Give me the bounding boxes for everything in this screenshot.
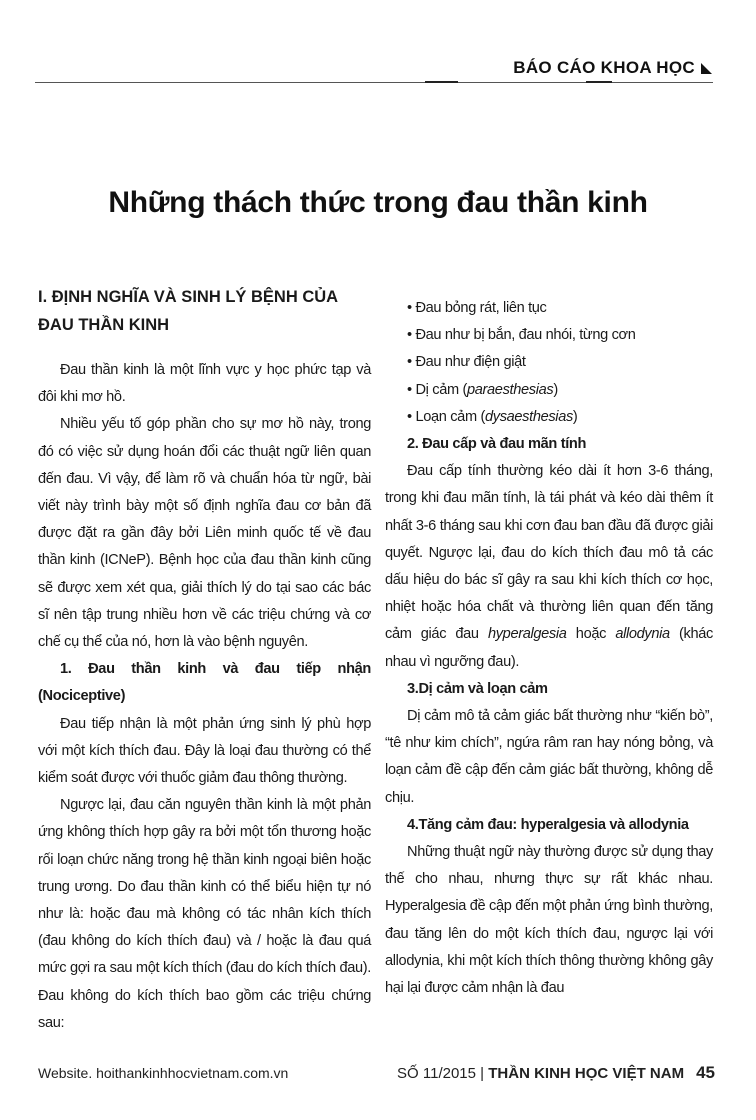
subheading: 3.Dị cảm và loạn cảm [407,680,548,697]
subheading: 4.Tăng cảm đau: hyperalgesia và allodynia [407,816,689,833]
header-rule-mark [586,81,612,83]
subheading: 2. Đau cấp và đau mãn tính [407,436,587,453]
footer-website: Website. hoithankinhhocvietnam.com.vn [38,1065,289,1081]
list-item-text: Loạn cảm ( [415,408,485,425]
subheading: 1. Đau thần kinh và đau tiếp nhận (Nociceptive) [38,661,371,705]
paragraph-text: hoặc [575,626,607,643]
list-item-text: ) [572,408,578,425]
list-item: • Đau như bị bắn, đau nhói, từng cơn [385,322,713,349]
separator: | [480,1065,489,1082]
section-heading: I. ĐỊNH NGHĨA VÀ SINH LÝ BỆNH CỦA ĐAU THẦN KINH [38,288,338,334]
section-label [513,58,712,78]
list-item-text: Dị cảm ( [415,381,467,398]
header-rule-mark [425,81,458,83]
section-label-text: BÁO CÁO KHOA HỌC [513,58,695,77]
paragraph: Ngược lại, đau căn nguyên thần kinh là một phản ứng không thích hợp gây ra bởi một tổn thương hoặc rối loạn chức năng trong hệ thần kinh ngoại biên hoặc trung ương. Do đau thần kinh có thể biểu hiện tự nó như là: hoặc đau mà không có tác nhân kích thích (đau không do kích thích đau) và / hoặc là đau quá mức gợi ra sau một kích thích (đau do kích thích đau). Đau không do kích thích bao gồm các triệu chứng sau: [38,797,371,1031]
term: hyperalgesia [487,626,567,643]
paragraph: Những thuật ngữ này thường được sử dụng thay thế cho nhau, nhưng thực sự rất khác nhau. Hyperalgesia đề cập đến một phản ứng bình thường, đau tăng lên do một kích thích đau, ngược lại với allodynia, khi một kích thích thông thường không gây hại lại được cảm nhận là đau [385,844,713,997]
triangle-icon [701,63,712,74]
list-item: • Đau bỏng rát, liên tục [385,295,713,322]
article-title: Những thách thức trong đau thần kinh [108,186,648,219]
paragraph [385,458,713,676]
paragraph-text: (khác nhau vì ngưỡng đau). [385,626,713,670]
term: allodynia [615,626,670,643]
list-item [385,377,713,404]
left-column [38,283,371,1037]
columns [38,283,713,1037]
paragraph: Đau thần kinh là một lĩnh vực y học phức tạp và đôi khi mơ hồ. [38,362,371,406]
footer [38,1045,713,1083]
paragraph: Nhiều yếu tố góp phần cho sự mơ hồ này, trong đó có việc sử dụng hoán đổi các thuật ngữ liên quan đến đau. Vì vậy, để làm rõ và chuẩn hóa từ ngữ, bài viết này trình bày một số định nghĩa đau cơ bản đã được đặt ra gần đây bởi Liên minh quốc tế về đau thần kinh (ICNeP). Bệnh học của đau thần kinh cũng sẽ được xem xét qua, giải thích lý do tại sao các bác sĩ nên tập trung nhiều hơn về các triệu chứng và cơ chế cụ thể của nó, hơn là vào bệnh nguyên. [38,416,371,651]
list-item: • Đau như điện giật [385,349,713,376]
right-column [385,283,713,1002]
paragraph-text: Đau cấp tính thường kéo dài ít hơn 3-6 tháng, trong khi đau mãn tính, là tái phát và kéo dài thêm ít nhất 3-6 tháng sau khi cơn đau ban đầu đã được giải quyết. Ngược lại, đau do kích thích đau mô tả các dấu hiệu do bác sĩ gây ra sau khi kích thích cơ học, nhiệt hoặc hóa chất và thường liên quan đến tăng cảm giác đau [385,463,713,643]
issue-number: SỐ 11/2015 [397,1065,481,1082]
article-body [38,283,713,1083]
magazine-name: THẦN KINH HỌC VIỆT NAM [488,1065,685,1082]
list-item-term: paraesthesias [467,381,554,398]
list-item [385,404,713,431]
footer-issue [397,1063,715,1083]
paragraph: Đau tiếp nhận là một phản ứng sinh lý phù hợp với một kích thích đau. Đây là loại đau thường có thể kiểm soát được với thuốc giảm đau thông thường. [38,715,371,787]
list-item-text: ) [553,381,558,398]
paragraph: Dị cảm mô tả cảm giác bất thường như “kiến bò”, “tê như kim chích”, ngứa râm ran hay nóng bỏng, và loạn cảm đề cập đến cảm giác bất thường, không dễ chịu. [385,708,713,806]
page-number: 45 [696,1063,715,1082]
list-item-term: dysaesthesias [484,408,573,425]
